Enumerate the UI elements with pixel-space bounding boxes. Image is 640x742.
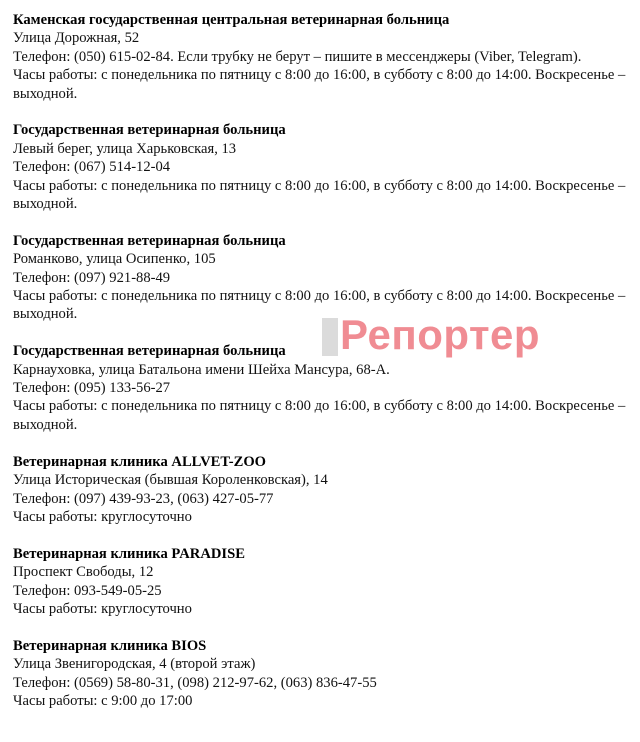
clinic-hours: Часы работы: круглосуточно bbox=[13, 508, 192, 525]
clinic-title: Государственная ветеринарная больница bbox=[13, 232, 286, 249]
clinic-address: Проспект Свободы, 12 bbox=[13, 564, 154, 581]
clinic-phone: Телефон: (0569) 58-80-31, (098) 212-97-62, (063) 836-47-55 bbox=[13, 674, 377, 691]
clinic-hours: Часы работы: с 9:00 до 17:00 bbox=[13, 692, 193, 709]
clinic-hours: Часы работы: с понедельника по пятницу с 8:00 до 16:00, в субботу с 8:00 до 14:00. Воскресенье – выходной. bbox=[13, 177, 626, 213]
clinic-hours: Часы работы: с понедельника по пятницу с 8:00 до 16:00, в субботу с 8:00 до 14:00. Воскресенье – выходной. bbox=[13, 398, 626, 433]
clinic-entry bbox=[13, 453, 628, 527]
clinic-address: Левый берег, улица Харьковская, 13 bbox=[13, 140, 237, 157]
watermark-text: Репортер bbox=[340, 311, 541, 358]
clinic-entry bbox=[13, 342, 628, 434]
clinic-title: Государственная ветеринарная больница bbox=[13, 122, 286, 139]
clinic-phone: Телефон: 093-549-05-25 bbox=[13, 582, 162, 599]
clinic-entry bbox=[13, 545, 628, 619]
clinic-hours: Часы работы: с понедельника по пятницу с 8:00 до 16:00, в субботу с 8:00 до 14:00. Воскресенье – выходной. bbox=[13, 288, 626, 323]
clinic-address: Улица Историческая (бывшая Короленковская), 14 bbox=[13, 472, 328, 489]
clinic-title: Ветеринарная клиника BIOS bbox=[13, 637, 207, 654]
clinic-entry bbox=[13, 121, 628, 213]
clinic-phone: Телефон: (050) 615-02-84. Если трубку не берут – пишите в мессенджеры (Viber, Telegram). bbox=[13, 48, 582, 65]
clinic-address: Романково, улица Осипенко, 105 bbox=[13, 251, 216, 268]
clinic-hours: Часы работы: с понедельника по пятницу с 8:00 до 16:00, в субботу с 8:00 до 14:00. Воскресенье – выходной. bbox=[13, 67, 626, 102]
clinic-entry bbox=[13, 232, 628, 324]
clinic-list bbox=[13, 11, 628, 729]
clinic-title: Каменская государственная центральная ветеринарная больница bbox=[13, 12, 450, 28]
clinic-phone: Телефон: (067) 514-12-04 bbox=[13, 159, 171, 176]
clinic-entry bbox=[13, 637, 628, 711]
clinic-address: Улица Звенигородская, 4 (второй этаж) bbox=[13, 656, 256, 673]
clinic-address: Улица Дорожная, 52 bbox=[13, 30, 140, 47]
clinic-title: Государственная ветеринарная больница bbox=[13, 343, 286, 360]
clinic-hours: Часы работы: круглосуточно bbox=[13, 600, 192, 617]
clinic-phone: Телефон: (097) 921-88-49 bbox=[13, 269, 171, 286]
clinic-entry bbox=[13, 11, 628, 103]
clinic-address: Карнауховка, улица Батальона имени Шейха Мансура, 68-А. bbox=[13, 361, 390, 378]
clinic-title: Ветеринарная клиника ALLVET-ZOO bbox=[13, 453, 267, 470]
clinic-title: Ветеринарная клиника PARADISE bbox=[13, 545, 245, 562]
clinic-phone: Телефон: (097) 439-93-23, (063) 427-05-77 bbox=[13, 490, 274, 507]
clinic-phone: Телефон: (095) 133-56-27 bbox=[13, 380, 171, 397]
